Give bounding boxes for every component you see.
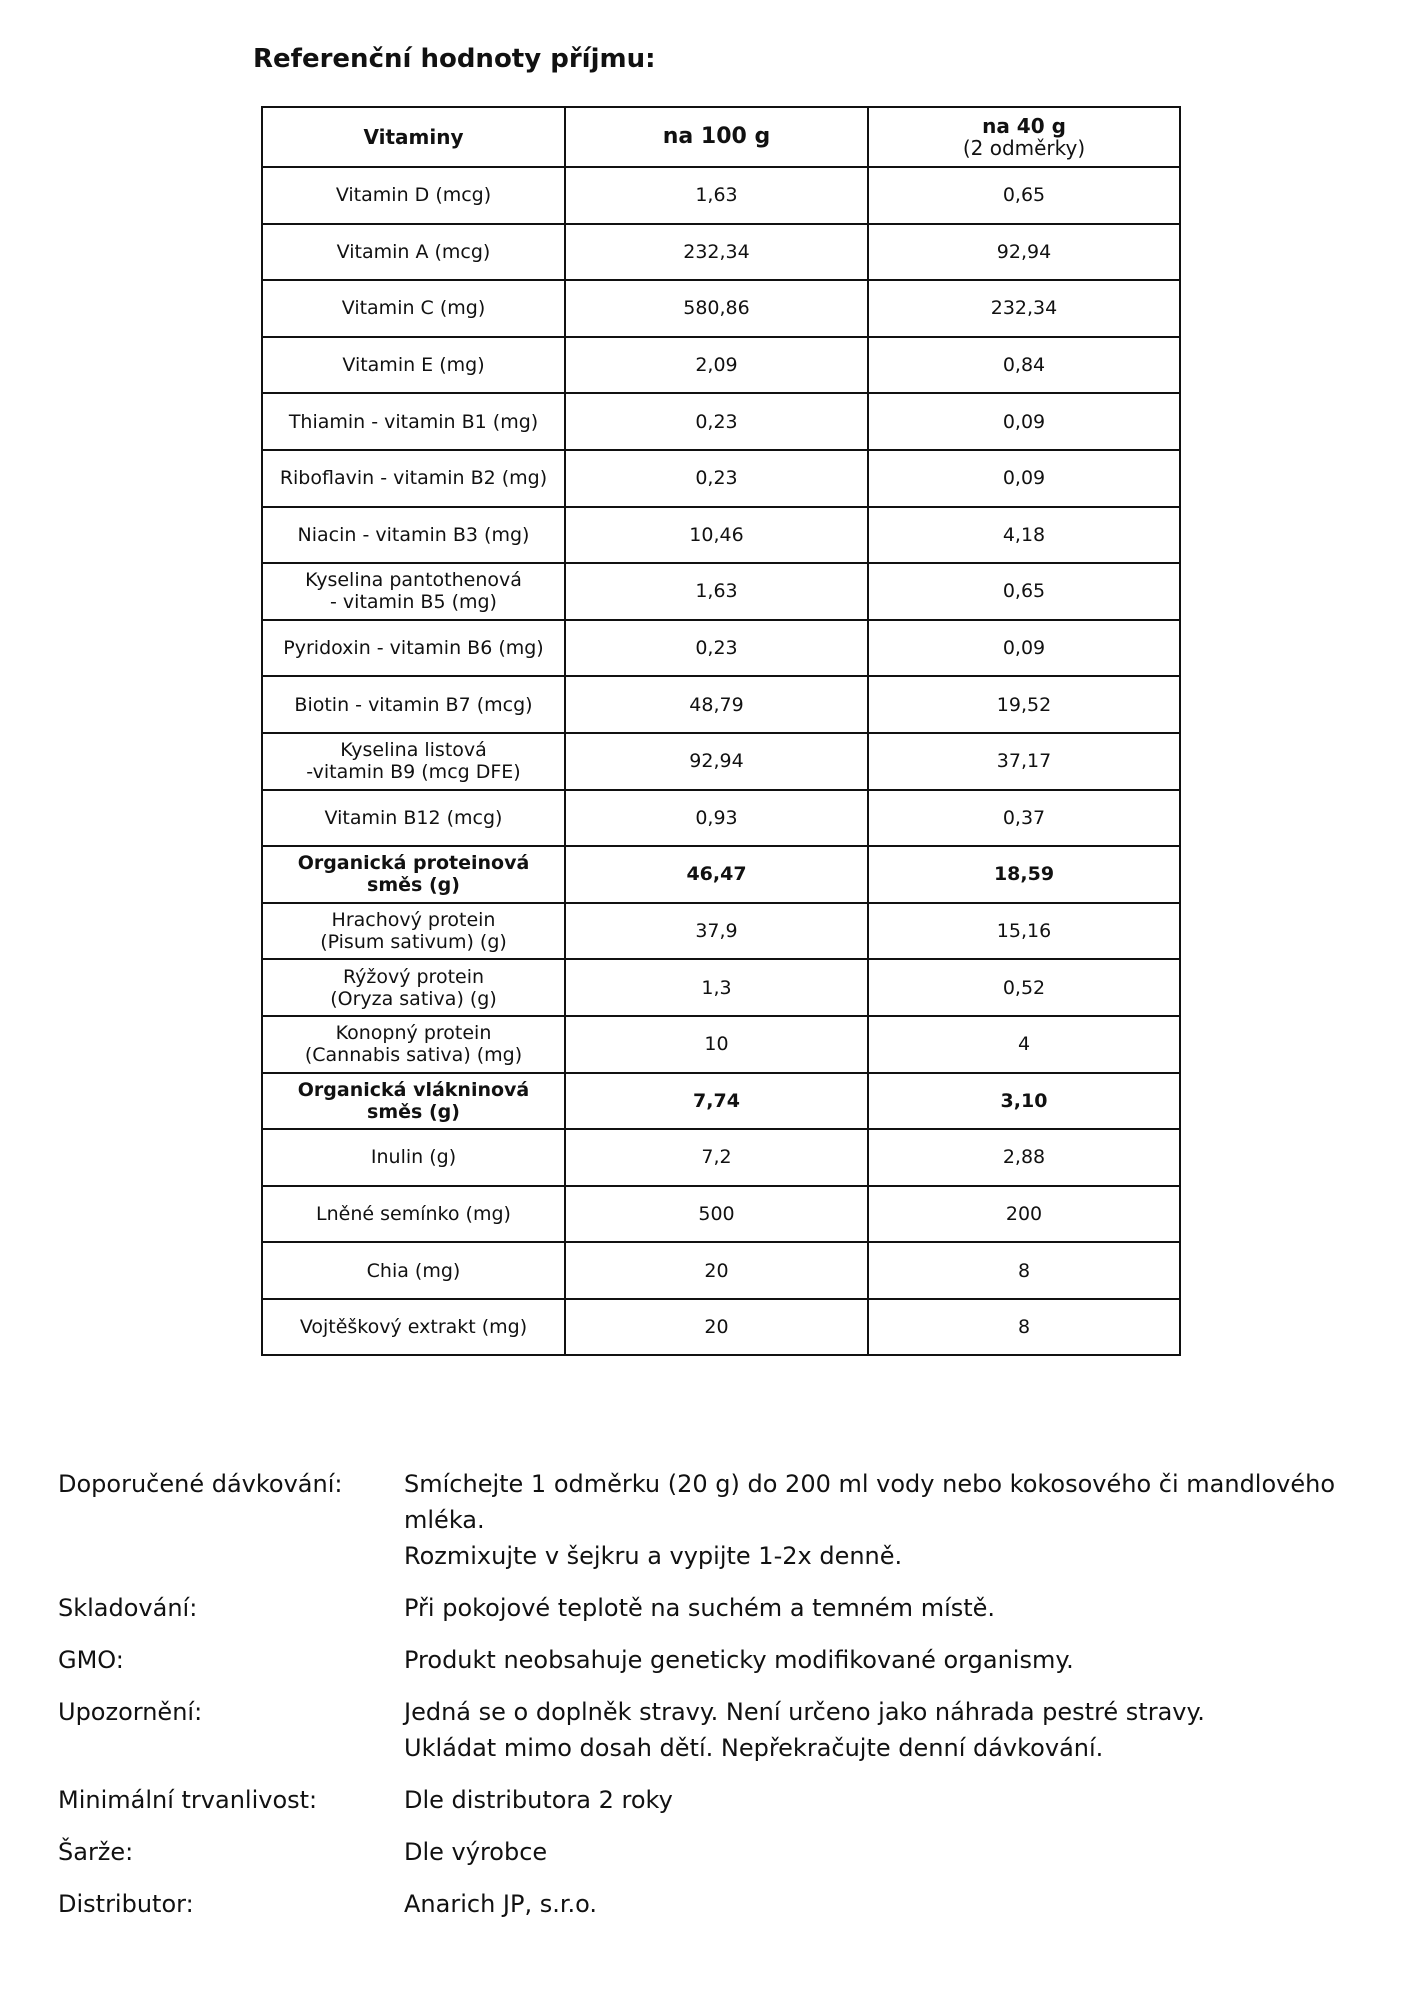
nutrient-name-cell	[262, 733, 565, 790]
per-40g-cell: 0,52	[868, 959, 1180, 1016]
nutrient-name-cell	[262, 676, 565, 733]
nutrient-name-cell-text: Biotin - vitamin B7 (mcg)	[294, 693, 533, 716]
nutrient-name-cell-text: Konopný protein (Cannabis sativa) (mg)	[304, 1022, 523, 1067]
table-row	[262, 224, 1180, 281]
per-100g-cell: 500	[565, 1186, 868, 1243]
info-row	[58, 1466, 1398, 1574]
nutrient-name-cell-text: Thiamin - vitamin B1 (mg)	[288, 410, 539, 433]
info-row	[58, 1642, 1398, 1678]
info-value	[404, 1834, 1398, 1870]
info-value-line: Smíchejte 1 odměrku (20 g) do 200 ml vody nebo kokosového či mandlového mléka.	[404, 1470, 1336, 1534]
nutrient-name-cell	[262, 1129, 565, 1186]
table-row	[262, 507, 1180, 564]
per-40g-cell: 0,37	[868, 790, 1180, 847]
info-label: Minimální trvanlivost:	[58, 1786, 318, 1814]
info-label: GMO:	[58, 1646, 124, 1674]
product-info-list	[58, 1466, 1398, 1938]
header-vitaminy: Vitaminy	[262, 107, 565, 167]
per-40g-cell: 3,10	[868, 1073, 1180, 1130]
header-per-40g-amount: na 40 g	[982, 114, 1066, 138]
nutrient-name-cell-text: Organická vlákninová směs (g)	[297, 1078, 530, 1123]
per-40g-cell: 19,52	[868, 676, 1180, 733]
nutrient-name-cell	[262, 337, 565, 394]
info-value-line: Při pokojové teplotě na suchém a temném místě.	[404, 1594, 996, 1622]
info-label: Distributor:	[58, 1890, 194, 1918]
per-40g-cell: 0,84	[868, 337, 1180, 394]
info-value-line: Anarich JP, s.r.o.	[404, 1890, 598, 1918]
info-label: Šarže:	[58, 1838, 134, 1866]
per-40g-cell: 200	[868, 1186, 1180, 1243]
per-40g-cell: 2,88	[868, 1129, 1180, 1186]
info-row	[58, 1590, 1398, 1626]
header-per-40g-note: (2 odměrky)	[962, 136, 1086, 160]
per-40g-cell: 0,65	[868, 563, 1180, 620]
per-100g-cell: 92,94	[565, 733, 868, 790]
per-100g-cell: 580,86	[565, 280, 868, 337]
nutrient-name-cell-text: Vitamin D (mcg)	[335, 184, 492, 207]
nutrient-name-cell-text: Hrachový protein (Pisum sativum) (g)	[320, 909, 507, 954]
nutrient-name-cell-text: Lněné semínko (mg)	[316, 1202, 511, 1225]
page-title: Referenční hodnoty příjmu:	[253, 44, 656, 74]
per-40g-cell: 15,16	[868, 903, 1180, 960]
header-per-40g	[868, 107, 1180, 167]
info-value	[404, 1694, 1398, 1766]
info-value	[404, 1886, 1398, 1922]
info-label: Skladování:	[58, 1594, 198, 1622]
table-row	[262, 1073, 1180, 1130]
per-40g-cell: 8	[868, 1242, 1180, 1299]
info-value-line: Dle výrobce	[404, 1838, 548, 1866]
per-40g-cell: 18,59	[868, 846, 1180, 903]
nutrient-name-cell-text: Kyselina listová -vitamin B9 (mcg DFE)	[306, 739, 521, 784]
info-value	[404, 1642, 1398, 1678]
info-value	[404, 1590, 1398, 1626]
nutrient-name-cell	[262, 507, 565, 564]
info-value	[404, 1466, 1398, 1574]
nutrient-name-cell-text: Vitamin A (mcg)	[336, 240, 491, 263]
per-100g-cell: 0,23	[565, 620, 868, 677]
nutrient-name-cell	[262, 280, 565, 337]
nutrient-name-cell-text: Vitamin E (mg)	[342, 354, 485, 377]
table-row	[262, 337, 1180, 394]
nutrient-name-cell	[262, 450, 565, 507]
per-100g-cell: 10	[565, 1016, 868, 1073]
table-header-row	[262, 107, 1180, 167]
table-row	[262, 959, 1180, 1016]
per-100g-cell: 10,46	[565, 507, 868, 564]
table-row	[262, 1129, 1180, 1186]
per-100g-cell: 37,9	[565, 903, 868, 960]
info-label: Doporučené dávkování:	[58, 1470, 343, 1498]
nutrition-table	[261, 106, 1181, 1356]
per-40g-cell: 4	[868, 1016, 1180, 1073]
nutrient-name-cell	[262, 846, 565, 903]
nutrient-name-cell	[262, 563, 565, 620]
nutrient-name-cell-text: Niacin - vitamin B3 (mg)	[297, 523, 530, 546]
table-row	[262, 1242, 1180, 1299]
per-100g-cell: 0,23	[565, 450, 868, 507]
table-row	[262, 167, 1180, 224]
info-value-line: Jedná se o doplněk stravy. Není určeno jako náhrada pestré stravy.	[404, 1698, 1205, 1726]
info-row	[58, 1886, 1398, 1922]
per-100g-cell: 20	[565, 1242, 868, 1299]
table-row	[262, 903, 1180, 960]
per-100g-cell: 7,74	[565, 1073, 868, 1130]
info-row	[58, 1834, 1398, 1870]
table-row	[262, 1016, 1180, 1073]
table-row	[262, 846, 1180, 903]
table-row	[262, 563, 1180, 620]
per-40g-cell: 0,09	[868, 450, 1180, 507]
nutrient-name-cell-text: Kyselina pantothenová - vitamin B5 (mg)	[305, 569, 522, 614]
table-row	[262, 620, 1180, 677]
nutrient-name-cell-text: Organická proteinová směs (g)	[297, 852, 530, 897]
nutrient-name-cell-text: Chia (mg)	[366, 1259, 461, 1282]
per-100g-cell: 7,2	[565, 1129, 868, 1186]
info-value	[404, 1782, 1398, 1818]
per-40g-cell: 37,17	[868, 733, 1180, 790]
info-label: Upozornění:	[58, 1698, 203, 1726]
nutrient-name-cell-text: Vitamin C (mg)	[341, 297, 486, 320]
per-100g-cell: 1,63	[565, 167, 868, 224]
per-40g-cell: 232,34	[868, 280, 1180, 337]
nutrient-name-cell	[262, 1186, 565, 1243]
table-row	[262, 393, 1180, 450]
header-per-100g: na 100 g	[565, 107, 868, 167]
per-40g-cell: 92,94	[868, 224, 1180, 281]
per-100g-cell: 1,63	[565, 563, 868, 620]
per-40g-cell: 4,18	[868, 507, 1180, 564]
per-100g-cell: 0,93	[565, 790, 868, 847]
info-value-line: Produkt neobsahuje geneticky modifikované organismy.	[404, 1646, 1074, 1674]
per-40g-cell: 0,09	[868, 393, 1180, 450]
info-value-line: Rozmixujte v šejkru a vypijte 1-2x denně.	[404, 1542, 903, 1570]
table-row	[262, 676, 1180, 733]
nutrient-name-cell-text: Rýžový protein (Oryza sativa) (g)	[330, 965, 497, 1010]
per-100g-cell: 48,79	[565, 676, 868, 733]
per-100g-cell: 20	[565, 1299, 868, 1356]
nutrient-name-cell	[262, 1016, 565, 1073]
nutrient-name-cell	[262, 167, 565, 224]
table-row	[262, 450, 1180, 507]
info-row	[58, 1782, 1398, 1818]
nutrient-name-cell	[262, 620, 565, 677]
nutrient-name-cell	[262, 1299, 565, 1356]
nutrient-name-cell-text: Pyridoxin - vitamin B6 (mg)	[283, 637, 544, 660]
nutrient-name-cell	[262, 1242, 565, 1299]
table-row	[262, 1299, 1180, 1356]
per-100g-cell: 46,47	[565, 846, 868, 903]
table-row	[262, 280, 1180, 337]
per-40g-cell: 0,65	[868, 167, 1180, 224]
per-40g-cell: 8	[868, 1299, 1180, 1356]
per-100g-cell: 232,34	[565, 224, 868, 281]
per-100g-cell: 0,23	[565, 393, 868, 450]
info-value-line: Ukládat mimo dosah dětí. Nepřekračujte denní dávkování.	[404, 1734, 1104, 1762]
table-row	[262, 790, 1180, 847]
table-row	[262, 733, 1180, 790]
nutrient-name-cell	[262, 1073, 565, 1130]
nutrient-name-cell-text: Vojtěškový extrakt (mg)	[299, 1316, 528, 1339]
info-row	[58, 1694, 1398, 1766]
nutrient-name-cell-text: Inulin (g)	[370, 1146, 457, 1169]
table-row	[262, 1186, 1180, 1243]
nutrient-name-cell	[262, 959, 565, 1016]
nutrient-name-cell	[262, 790, 565, 847]
nutrient-name-cell-text: Vitamin B12 (mcg)	[324, 806, 503, 829]
per-40g-cell: 0,09	[868, 620, 1180, 677]
per-100g-cell: 1,3	[565, 959, 868, 1016]
info-value-line: Dle distributora 2 roky	[404, 1786, 673, 1814]
nutrient-name-cell	[262, 393, 565, 450]
per-100g-cell: 2,09	[565, 337, 868, 394]
nutrient-name-cell	[262, 903, 565, 960]
nutrient-name-cell-text: Riboflavin - vitamin B2 (mg)	[279, 467, 548, 490]
nutrient-name-cell	[262, 224, 565, 281]
